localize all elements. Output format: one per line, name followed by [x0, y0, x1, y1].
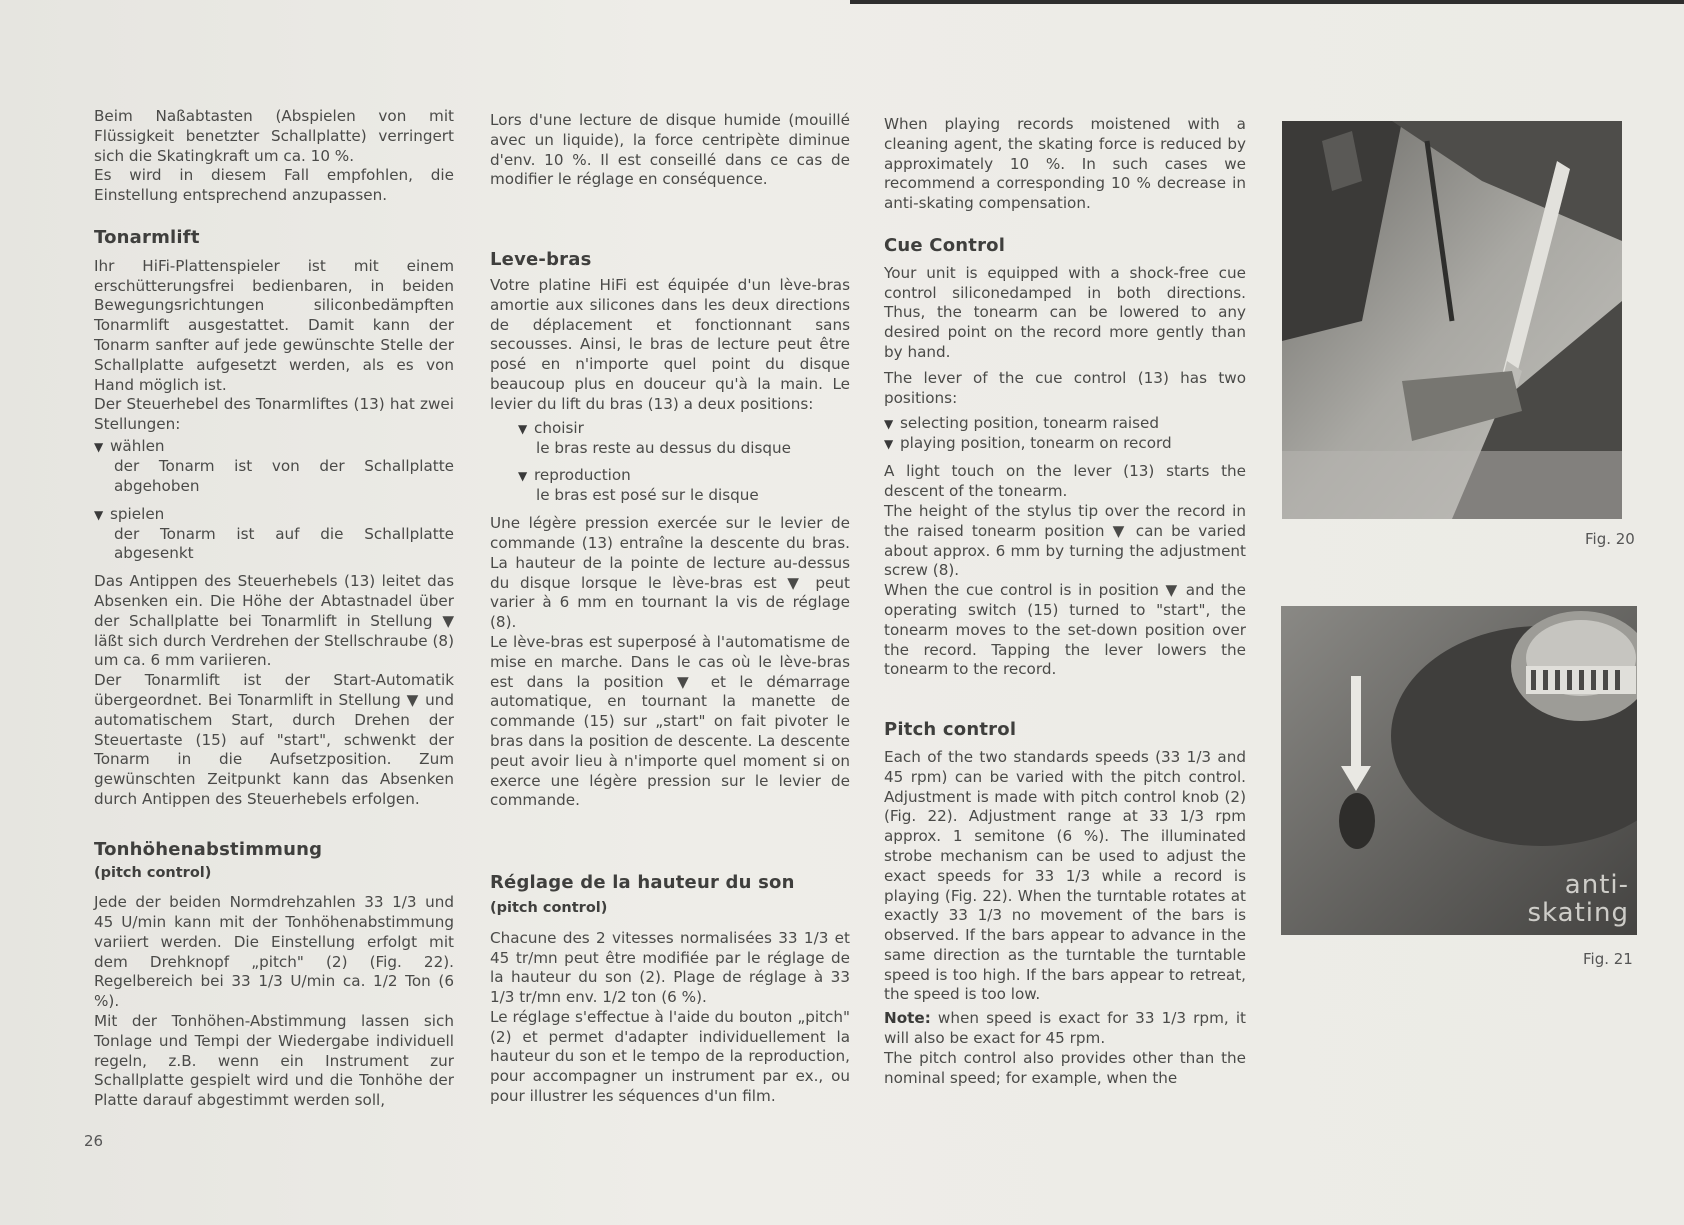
figure-20-caption: Fig. 20: [1585, 530, 1635, 548]
german-paragraph: Das Antippen des Steuerhebels (13) leitet das Absenken ein. Die Höhe der Abtastnadel über der Schallplatte bei Tonarmlift in Stellung ▼ läßt sich durch Verdrehen der Stellschraube (8) um ca. 6 mm variieren.: [94, 572, 454, 670]
english-heading-pitch: Pitch control: [884, 719, 1017, 741]
german-heading-tonarmlift: Tonarmlift: [94, 226, 200, 248]
english-paragraph: Each of the two standards speeds (33 1/3 and 45 rpm) can be varied with the pitch control. Adjustment is made with pitch control knob (2) (Fig. 22). Adjustment range at 33 1/3 rpm approx. 1 semitone (6 %). The illuminated strobe mechanism can be used to adjust the exact speeds for 33 1/3 while a record is playing (Fig. 22). When the turntable rotates at exactly 33 1/3 no movement of the bars is observed. If the bars appear to advance in the same direction as the turntable the turntable speed is too high. If the bars appear to retreat, the speed is too low.: [884, 747, 1246, 1004]
german-intro: Beim Naßabtasten (Abspielen von mit Flüssigkeit benetzter Schallplatte) verringert sich die Skatingkraft um ca. 10 %.: [94, 107, 454, 165]
french-intro: Lors d'une lecture de disque humide (mouillé avec un liquide), la force centripète diminue d'env. 10 %. Il est conseillé dans ce cas de modifier le réglage en conséquence.: [490, 111, 850, 189]
scan-edge: [850, 0, 1684, 4]
lever-down-icon: ▼: [518, 469, 528, 484]
german-paragraph: Jede der beiden Normdrehzahlen 33 1/3 und 45 U/min kann mit der Tonhöhenabstimmung variiert werden. Die Einstellung erfolgt mit dem Drehknopf „pitch" (2) (Fig. 22). Regelbereich bei 33 1/3 U/min ca. 1/2 Ton (6 %).: [94, 893, 454, 1011]
english-heading-cue: Cue Control: [884, 234, 1006, 256]
french-paragraph: Une légère pression exercée sur le levier de commande (13) entraîne la descente du bras. La hauteur de la pointe de lecture au-dessus du disque lorsque le lève-bras est ▼ peut varier à 6 mm en tournant la vis de réglage (8).: [490, 514, 850, 632]
english-paragraph: Your unit is equipped with a shock-free cue control siliconedamped in both directions. Thus, the tonearm can be lowered to any desired point on the record more gently than by hand.: [884, 263, 1246, 361]
page-number: 26: [84, 1132, 104, 1150]
german-column: [94, 107, 454, 1111]
french-heading-levebras: Leve-bras: [490, 249, 592, 271]
german-list-item-play: ▼ spielen: [94, 504, 165, 523]
figure-21-caption: Fig. 21: [1583, 950, 1633, 968]
english-paragraph: The lever of the cue control (13) has two positions:: [884, 368, 1246, 407]
french-list-item-select: ▼ choisir: [518, 418, 584, 437]
french-column: [490, 111, 850, 1107]
french-list-item-description: le bras reste au dessus du disque: [536, 438, 792, 457]
english-paragraph: When the cue control is in position ▼ and the operating switch (15) turned to "start", the tonearm moves to the set-down position over the record. Tapping the lever lowers the tonearm to the record.: [884, 581, 1246, 679]
english-list-item-select: ▼ selecting position, tonearm raised: [884, 414, 1160, 433]
english-column: [884, 115, 1246, 1088]
english-paragraph: A light touch on the lever (13) starts the descent of the tonearm.: [884, 462, 1246, 501]
german-list-item-select: ▼ wählen: [94, 436, 165, 455]
lever-down-icon: ▼: [94, 507, 104, 522]
french-heading-pitch: Réglage de la hauteur du son: [490, 872, 795, 894]
english-paragraph: The pitch control also provides other than the nominal speed; for example, when the: [884, 1048, 1246, 1087]
lever-up-icon: ▼: [884, 417, 894, 432]
german-paragraph: Ihr HiFi-Plattenspieler ist mit einem erschütterungsfrei bedienbaren, in beiden Bewegungsrichtungen siliconbedämpften Tonarmlift ausgestattet. Damit kann der Tonarm sanfter auf jede gewünschte Stelle der Schallplatte aufgesetzt werden, als es von Hand möglich ist.: [94, 256, 454, 394]
german-heading-pitch: Tonhöhenabstimmung: [94, 838, 323, 860]
english-note: Note: when speed is exact for 33 1/3 rpm, it will also be exact for 45 rpm.: [884, 1009, 1246, 1048]
figure-20-photo: [1282, 121, 1622, 519]
german-list-item-description: der Tonarm ist von der Schallplatte abgehoben: [114, 456, 454, 495]
lever-up-icon: ▼: [94, 439, 104, 454]
lever-down-icon: ▼: [884, 437, 894, 452]
french-paragraph: Le lève-bras est superposé à l'automatisme de mise en marche. Dans le cas où le lève-bras est dans la position ▼ et le démarrage automatique, en tournant la manette de commande (15) sur „start" on fait pivoter le bras dans la position de descente. La descente peut avoir lieu à n'importe quel moment si on exerce une légère pression sur le levier de commande.: [490, 632, 850, 810]
french-subheading-pitch: (pitch control): [490, 899, 608, 916]
french-paragraph: Le réglage s'effectue à l'aide du bouton „pitch" (2) et permet d'adapter individuellement la hauteur du son et le tempo de la reproduction, pour accompagner un instrument par ex., ou pour illustrer les séquences d'un film.: [490, 1007, 850, 1106]
tonearm-cue-lever-image: [1282, 121, 1622, 519]
note-label: Note:: [884, 1009, 931, 1028]
english-paragraph: The height of the stylus tip over the record in the raised tonearm position ▼ can be varied about approx. 6 mm by turning the adjustment screw (8).: [884, 501, 1246, 580]
english-intro: When playing records moistened with a cleaning agent, the skating force is reduced by approximately 10 %. In such cases we recommend a corresponding 10 % decrease in anti-skating compensation.: [884, 115, 1246, 213]
anti-skating-label: anti- skating: [1527, 870, 1629, 928]
german-paragraph: Der Steuerhebel des Tonarmliftes (13) hat zwei Stellungen:: [94, 395, 454, 434]
french-paragraph: Chacune des 2 vitesses normalisées 33 1/3 et 45 tr/mn peut être modifiée par le réglage de la hauteur du son (2). Plage de réglage à 33 1/3 tr/mn env. 1/2 ton (6 %).: [490, 928, 850, 1007]
english-list-item-play: ▼ playing position, tonearm on record: [884, 434, 1172, 453]
german-list-item-description: der Tonarm ist auf die Schallplatte abgesenkt: [114, 524, 454, 563]
german-subheading-pitch: (pitch control): [94, 864, 212, 881]
french-list-item-play: ▼ reproduction: [518, 466, 631, 485]
french-paragraph: Votre platine HiFi est équipée d'un lève-bras amortie aux silicones dans les deux directions de déplacement et fonctionnant sans secousses. Ainsi, le bras de lecture peut être posé en n'importe quel point du disque beaucoup plus en douceur qu'à la main. Le levier du lift du bras (13) a deux positions:: [490, 275, 850, 413]
german-paragraph: Mit der Tonhöhen-Abstimmung lassen sich Tonlage und Tempi der Wiedergabe individuell regeln, z.B. wenn ein Instrument zur Schallplatte gespielt wird und die Tonhöhe der Platte darauf abgestimmt werden soll,: [94, 1012, 454, 1110]
figure-21-photo: [1281, 606, 1637, 935]
french-list-item-description: le bras est posé sur le disque: [536, 486, 759, 505]
german-paragraph: Der Tonarmlift ist der Start-Automatik übergeordnet. Bei Tonarmlift in Stellung ▼ und automatischem Start, durch Drehen der Steuertaste (15) auf "start", schwenkt der Tonarm in die Aufsetzposition. Zum gewünschten Zeitpunkt kann das Absenken durch Antippen des Steuerhebels erfolgen.: [94, 671, 454, 808]
german-intro-2: Es wird in diesem Fall empfohlen, die Einstellung entsprechend anzupassen.: [94, 166, 454, 205]
lever-up-icon: ▼: [518, 421, 528, 436]
